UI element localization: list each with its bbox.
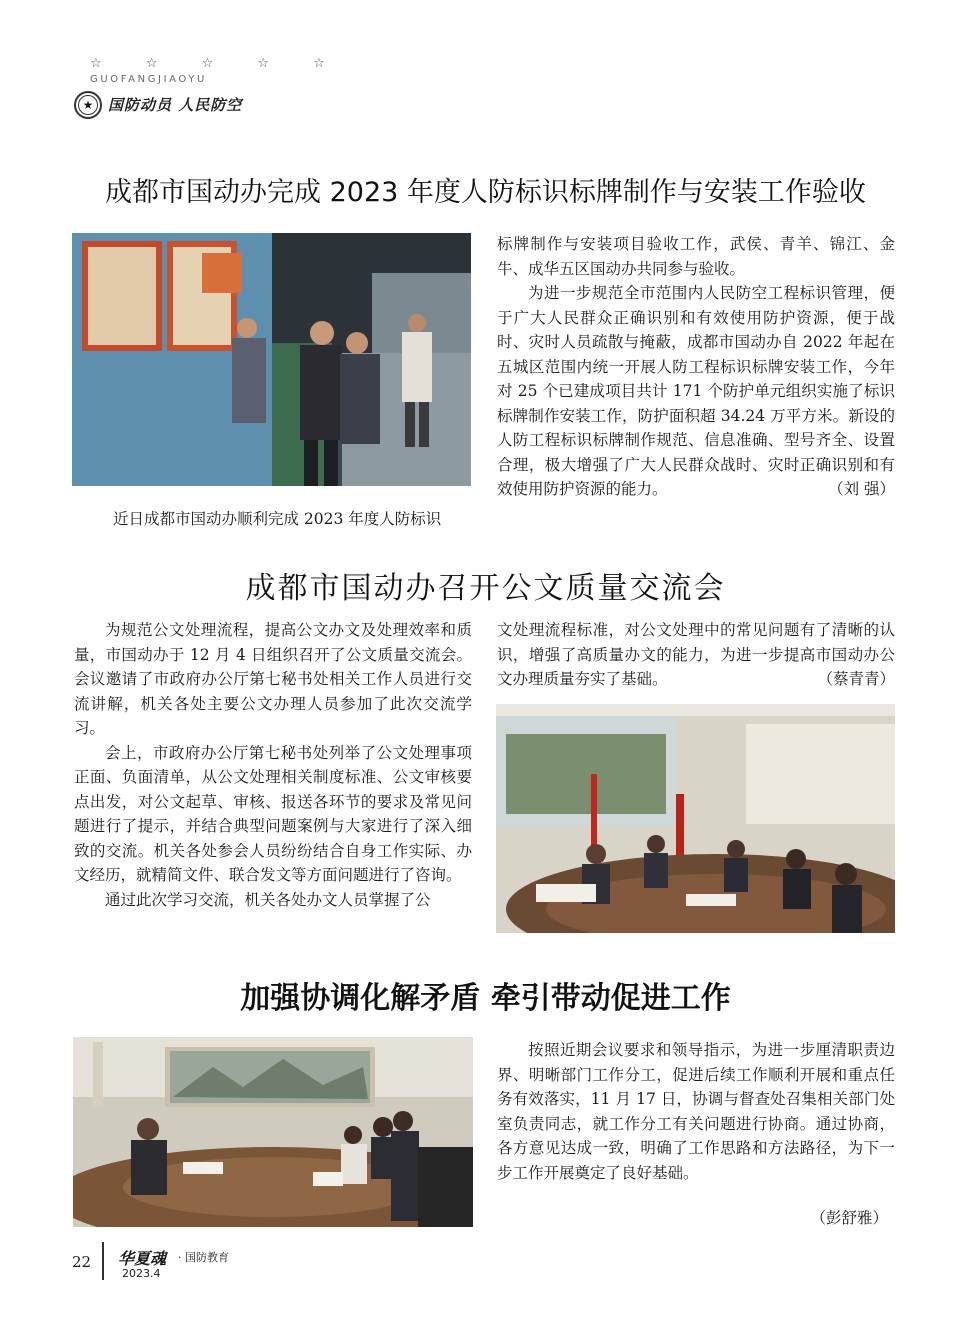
article2-author: （蔡青青） bbox=[817, 670, 895, 688]
article1-body bbox=[497, 232, 895, 502]
article3-para1: 按照近期会议要求和领导指示，为进一步厘清职责边界、明晰部门工作分工，促进后续工作顺利开展和重点任务有效落实，11 月 17 日，协调与督查处召集相关部门处室负责同志，就工作分工有关问题进行协商。通过协商，各方意见达成一致，明确了工作思路和方法路径，为下一步工作开展奠定了良好基础。 bbox=[497, 1041, 895, 1182]
magazine-subtitle: · 国防教育 bbox=[178, 1251, 229, 1264]
article2-photo bbox=[496, 704, 895, 933]
article2-para4-text: 文处理流程标准，对公文处理中的常见问题有了清晰的认识，增强了高质量办文的能力，为进一步提高市国动办公文办理质量夯实了基础。 bbox=[497, 621, 895, 688]
header-pinyin: GUOFANGJIAOYU bbox=[90, 74, 207, 85]
article1-author: （刘 强） bbox=[828, 480, 895, 498]
article2-col2 bbox=[497, 618, 895, 692]
article1-para1: 标牌制作与安装项目验收工作，武侯、青羊、锦江、金牛、成华五区国动办共同参与验收。 bbox=[497, 235, 895, 278]
article1-caption: 近日成都市国动办顺利完成 2023 年度人防标识 bbox=[113, 510, 442, 528]
article3-body bbox=[497, 1038, 895, 1185]
header-stars: ☆ ☆ ☆ ☆ ☆ bbox=[90, 56, 345, 71]
star-icon: ★ bbox=[82, 98, 94, 112]
article3-title: 加强协调化解矛盾 牵引带动促进工作 bbox=[240, 981, 731, 1016]
article2-para1: 为规范公文处理流程，提高公文办文及处理效率和质量，市国动办于 12 月 4 日组织召开了公文质量交流会。会议邀请了市政府办公厅第七秘书处相关工作人员进行交流讲解，机关各处主要公文办理人员参加了此次交流学习。 bbox=[74, 621, 472, 737]
article2-title: 成都市国动办召开公文质量交流会 bbox=[245, 571, 726, 606]
article1-para2 bbox=[497, 281, 895, 502]
article2-para4 bbox=[497, 618, 895, 692]
article2-col1 bbox=[74, 618, 472, 912]
issue-number: 2023.4 bbox=[122, 1267, 161, 1280]
article1-photo bbox=[72, 233, 471, 486]
section-name: 国防动员 人民防空 bbox=[108, 96, 243, 114]
article3-photo bbox=[73, 1037, 473, 1227]
magazine-name: 华夏魂 bbox=[118, 1249, 167, 1268]
article1-title: 成都市国动办完成 2023 年度人防标识标牌制作与安装工作验收 bbox=[105, 177, 866, 208]
footer-divider bbox=[102, 1242, 104, 1280]
article2-para2: 会上，市政府办公厅第七秘书处列举了公文处理事项正面、负面清单，从公文处理相关制度标准、公文审核要点出发，对公文起草、审核、报送各环节的要求及常见问题进行了提示，并结合典型问题案例与大家进行了深入细致的交流。机关各处参会人员纷纷结合自身工作实际、办文经历，就精简文件、联合发文等方面问题进行了咨询。 bbox=[74, 743, 472, 884]
emblem-icon bbox=[74, 91, 102, 119]
article3-author: （彭舒雅） bbox=[810, 1209, 888, 1227]
page-number: 22 bbox=[72, 1253, 92, 1271]
article1-para2-text: 为进一步规范全市范围内人民防空工程标识管理，便于广大人民群众正确识别和有效使用防护资源，便于战时、灾时人员疏散与掩蔽，成都市国动办自 2022 年起在五城区范围内统一开展人防工程标识标牌安装工作，今年对 25 个已建成项目共计 171 个防护单元组织实施了标识标牌制作安装工作，防护面积超 34.24 万平方米。新设的人防工程标识标牌制作规范、信息准确、型号齐全、设置合理，极大增强了广大人民群众战时、灾时正确识别和有效使用防护资源的能力。 bbox=[497, 284, 895, 498]
article2-para3: 通过此次学习交流，机关各处办文人员掌握了公 bbox=[105, 890, 431, 909]
